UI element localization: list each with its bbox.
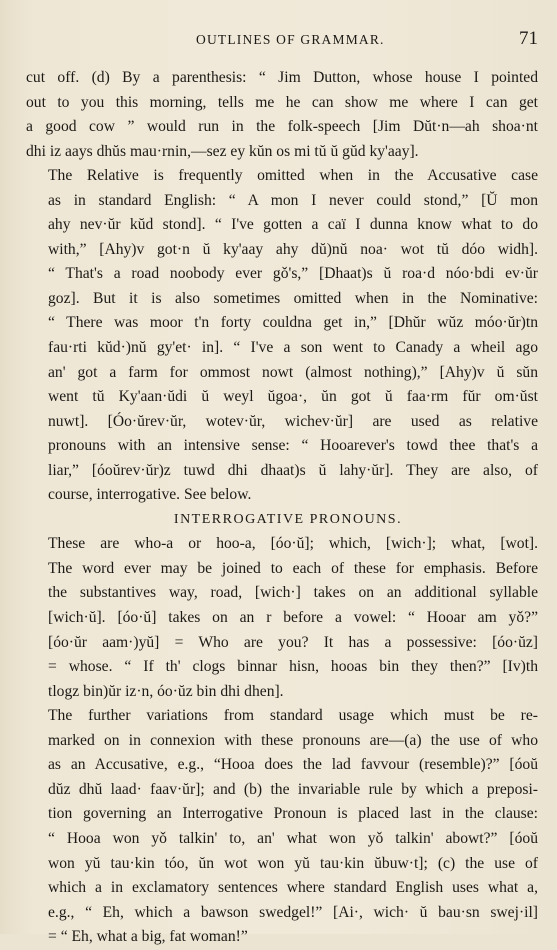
text-line: “ Hooa won yǒ talkin' to, an' what won yǒ talkin' abowt?” [óoŭ	[48, 829, 538, 847]
body-text	[26, 66, 538, 950]
text-line: which a in exclamatory sentences where standard English uses what a,	[48, 879, 538, 897]
text-line: cut off. (d) By a parenthesis: “ Jim Dutton, whose house I pointed	[26, 69, 538, 86]
text-line: The further variations from standard usage which must be re-	[48, 707, 538, 725]
text-line: tlogz bin)ŭr iz·n, óo·ŭz bin dhi dhen].	[48, 682, 284, 700]
text-line: won yŭ tau·kin tóo, ŭn wot won yŭ tau·kin ŭbuw·t]; (c) the use of	[48, 854, 538, 872]
text-line: The Relative is frequently omitted when in the Accusative case	[48, 167, 538, 185]
text-line: tion governing an Interrogative Pronoun is placed last in the clause:	[48, 805, 538, 823]
text-line: nuwt]. [Óo·ŭrev·ŭr, wotev·ŭr, wichev·ŭr] are used as relative	[48, 412, 538, 430]
text-line: = whose. “ If th' clogs binnar hisn, hooas bin they then?” [Iv)th	[48, 658, 538, 676]
text-line: e.g., “ Eh, which a bawson swedgel!” [Ai·, wich· ŭ bau·sn swej·il]	[48, 903, 538, 921]
text-line: goz]. But it is also sometimes omitted when in the Nominative:	[48, 289, 538, 307]
text-line: The word ever may be joined to each of these for emphasis. Before	[48, 559, 538, 577]
text-line: as in standard English: “ A mon I never could stond,” [Ŭ mon	[48, 191, 538, 209]
text-line: [óo·ŭr aam·)yŭ] = Who are you? It has a possessive: [óo·ŭz]	[48, 633, 538, 651]
text-line: course, interrogative. See below.	[48, 486, 252, 504]
page-number: 71	[519, 28, 538, 49]
text-line: fau·rti kŭd·)nŭ gy'et· in]. “ I've a son went to Canady a wheil ago	[48, 339, 538, 357]
paragraph-variations	[26, 704, 538, 949]
text-line: pronouns with an intensive sense: “ Hooarever's towd thee that's a	[48, 437, 538, 455]
section-heading: INTERROGATIVE PRONOUNS.	[173, 511, 403, 527]
text-line: out to you this morning, tells me he can show me where I can get	[26, 93, 538, 111]
text-line: liar,” [óoŭrev·ŭr)z tuwd dhi dhaat)s ŭ lahy·ŭr]. They are also, of	[48, 461, 538, 479]
running-head: OUTLINES OF GRAMMAR.	[196, 32, 385, 47]
text-line: dŭz dhŭ laad· faav·ŭr]; and (b) the invariable rule by which a preposi-	[48, 780, 538, 798]
text-line: These are who-a or hoo-a, [óo·ŭ]; which, [wich·]; what, [wot].	[48, 535, 538, 553]
text-line: “ There was moor t'n forty couldna get in,” [Dhŭr wŭz móo·ŭr)tn	[48, 314, 538, 332]
text-line: = “ Eh, what a big, fat woman!”	[48, 928, 248, 946]
paragraph-interrogatives	[26, 532, 538, 704]
text-line: dhi iz aays dhŭs mau·rnin,—sez ey kŭn os mi tŭ ŭ gŭd ky'aay].	[26, 142, 419, 160]
text-line: the substantives way, road, [wich·] takes on an additional syllable	[48, 584, 538, 602]
text-line: went tŭ Ky'aan·ŭdi ŭ weyl ŭgoa·, ŭn got ŭ faa·rm fŭr om·ŭst	[48, 388, 538, 406]
paragraph-parenthesis	[26, 66, 538, 164]
text-line: as an Accusative, e.g., “Hooa does the lad favvour (resemble)?” [óoŭ	[48, 756, 538, 774]
text-line: ahy nev·ŭr kŭd stond]. “ I've gotten a caï I dunna know what to do	[48, 216, 538, 234]
text-line: marked on in connexion with these pronouns are—(a) the use of who	[48, 731, 538, 749]
paragraph-relative-omitted	[26, 164, 538, 508]
text-line: an' got a farm for ommost nowt (almost nothing),” [Ahy)v ŭ sŭn	[48, 363, 538, 381]
text-line: a good cow ” would run in the folk-speech [Jim Dŭt·n—ah shoa·nt	[26, 118, 538, 136]
text-line: “ That's a road noobody ever gǒ's,” [Dhaat)s ŭ roa·d nóo·bdi ev·ŭr	[48, 265, 538, 283]
text-line: with,” [Ahy)v got·n ŭ ky'aay ahy dŭ)nŭ noa· wot tŭ dóo widh].	[48, 240, 538, 258]
text-line: [wich·ŭ]. [óo·ŭ] takes on an r before a vowel: “ Hooar am yǒ?”	[48, 609, 538, 627]
page-header	[26, 30, 538, 52]
